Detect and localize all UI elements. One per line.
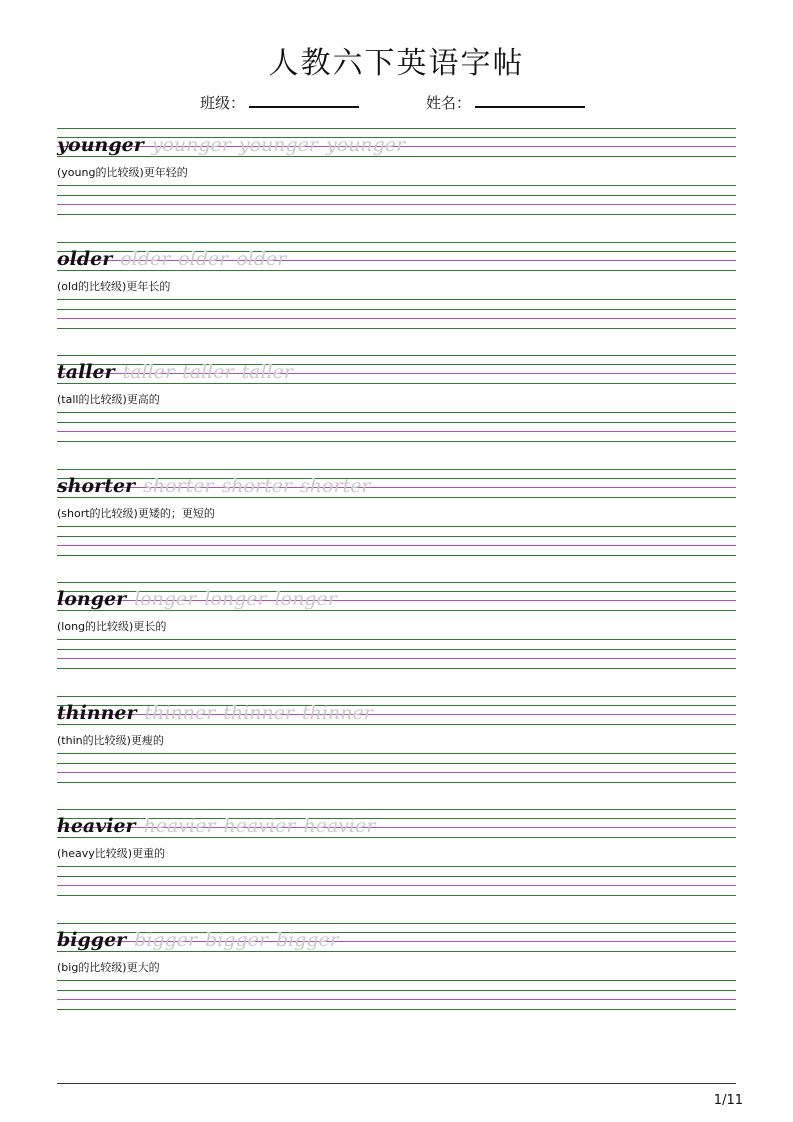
trace-word: longer (274, 588, 337, 610)
word-meaning: (heavy比较级)更重的 (57, 847, 166, 860)
guide-line-green (57, 782, 736, 783)
word-practice-block (57, 128, 736, 228)
guide-line-purple (57, 772, 736, 773)
trace-word: thinner (144, 701, 216, 724)
guide-line-green (57, 328, 736, 329)
trace-word: heavier (303, 815, 376, 837)
trace-word: longer (204, 588, 267, 610)
name-field[interactable] (426, 92, 585, 113)
vocab-word: younger (57, 134, 144, 156)
guide-line-green (57, 837, 736, 838)
guide-line-green (57, 724, 736, 725)
word-meaning: (old的比较级)更年长的 (57, 279, 171, 293)
word-practice-block (57, 582, 736, 682)
name-label: 姓名： (426, 94, 472, 112)
guide-line-green (57, 1009, 736, 1010)
footer-divider (57, 1083, 736, 1084)
guide-line-green (57, 156, 736, 157)
trace-word: younger (238, 134, 319, 156)
guide-line-green (57, 270, 736, 271)
trace-word: longer (134, 588, 197, 610)
vocab-word: taller (57, 361, 115, 383)
guide-line-green (57, 753, 736, 754)
trace-word: taller (182, 361, 234, 383)
guide-line-green (57, 128, 736, 129)
guide-line-purple (57, 885, 736, 886)
trace-word: taller (241, 361, 293, 383)
trace-word: thinner (302, 701, 373, 724)
class-field[interactable] (200, 92, 359, 113)
trace-word: younger (151, 134, 231, 156)
guide-line-green (57, 422, 736, 423)
word-practice-block (57, 696, 736, 796)
guide-line-green (57, 185, 736, 186)
guide-line-green (57, 309, 736, 310)
guide-line-green (57, 555, 736, 556)
class-label: 班级： (200, 94, 246, 112)
guide-line-green (57, 355, 736, 356)
word-meaning: (tall的比较级)更高的 (57, 393, 160, 406)
guide-line-green (57, 923, 736, 924)
word-practice-block (57, 355, 736, 455)
guide-line-green (57, 412, 736, 413)
guide-line-purple (57, 204, 736, 205)
trace-word: older (236, 247, 287, 270)
name-blank[interactable] (475, 92, 585, 108)
guide-line-green (57, 497, 736, 498)
vocab-word: thinner (57, 701, 137, 724)
vocab-word: shorter (57, 474, 136, 497)
vocab-word: bigger (57, 928, 127, 951)
vocab-word: heavier (57, 815, 136, 837)
guide-line-green (57, 763, 736, 764)
trace-word: thinner (223, 701, 295, 724)
guide-line-purple (57, 545, 736, 546)
guide-line-green (57, 649, 736, 650)
word-practice-block (57, 809, 736, 909)
trace-word: bigger (275, 928, 339, 951)
trace-word: heavier (223, 815, 296, 837)
guide-line-green (57, 383, 736, 384)
word-row (57, 475, 371, 497)
guide-line-green (57, 639, 736, 640)
word-row (57, 702, 373, 724)
guide-line-green (57, 441, 736, 442)
guide-line-green (57, 582, 736, 583)
word-row (57, 134, 405, 156)
word-row (57, 248, 286, 270)
word-practice-block (57, 242, 736, 342)
guide-line-green (57, 866, 736, 867)
class-blank[interactable] (249, 92, 359, 108)
guide-line-green (57, 469, 736, 470)
guide-line-green (57, 696, 736, 697)
guide-line-green (57, 951, 736, 952)
word-meaning: (young的比较级)更年轻的 (57, 166, 188, 179)
page-number: 1/11 (713, 1093, 743, 1108)
guide-line-green (57, 809, 736, 810)
word-row (57, 361, 293, 383)
word-meaning: (big的比较级)更大的 (57, 960, 160, 974)
guide-line-purple (57, 658, 736, 659)
word-practice-block (57, 923, 736, 1023)
guide-line-green (57, 526, 736, 527)
guide-line-green (57, 536, 736, 537)
trace-word: younger (326, 134, 406, 156)
guide-line-green (57, 214, 736, 215)
page-title: 人教六下英语字帖 (268, 46, 525, 81)
trace-word: shorter (143, 474, 214, 497)
word-row (57, 815, 375, 837)
trace-word: older (120, 247, 171, 270)
guide-line-green (57, 990, 736, 991)
guide-line-purple (57, 318, 736, 319)
trace-word: taller (122, 361, 175, 383)
guide-line-green (57, 876, 736, 877)
vocab-word: older (57, 247, 113, 270)
vocab-word: longer (57, 588, 127, 610)
word-row (57, 929, 339, 951)
word-meaning: (long的比较级)更长的 (57, 620, 167, 633)
trace-word: bigger (134, 928, 198, 951)
student-info (0, 92, 793, 116)
word-meaning: (thin的比较级)更瘦的 (57, 733, 164, 747)
guide-line-green (57, 668, 736, 669)
guide-line-green (57, 980, 736, 981)
guide-line-green (57, 610, 736, 611)
trace-word: bigger (205, 928, 268, 951)
guide-line-green (57, 242, 736, 243)
word-practice-block (57, 469, 736, 569)
trace-word: heavier (143, 815, 216, 837)
guide-line-green (57, 195, 736, 196)
trace-word: shorter (221, 474, 293, 497)
word-row (57, 588, 337, 610)
guide-line-green (57, 895, 736, 896)
trace-word: older (178, 247, 229, 270)
guide-line-purple (57, 999, 736, 1000)
guide-line-purple (57, 431, 736, 432)
word-meaning: (short的比较级)更矮的；更短的 (57, 506, 215, 520)
guide-line-green (57, 299, 736, 300)
trace-word: shorter (300, 474, 371, 497)
